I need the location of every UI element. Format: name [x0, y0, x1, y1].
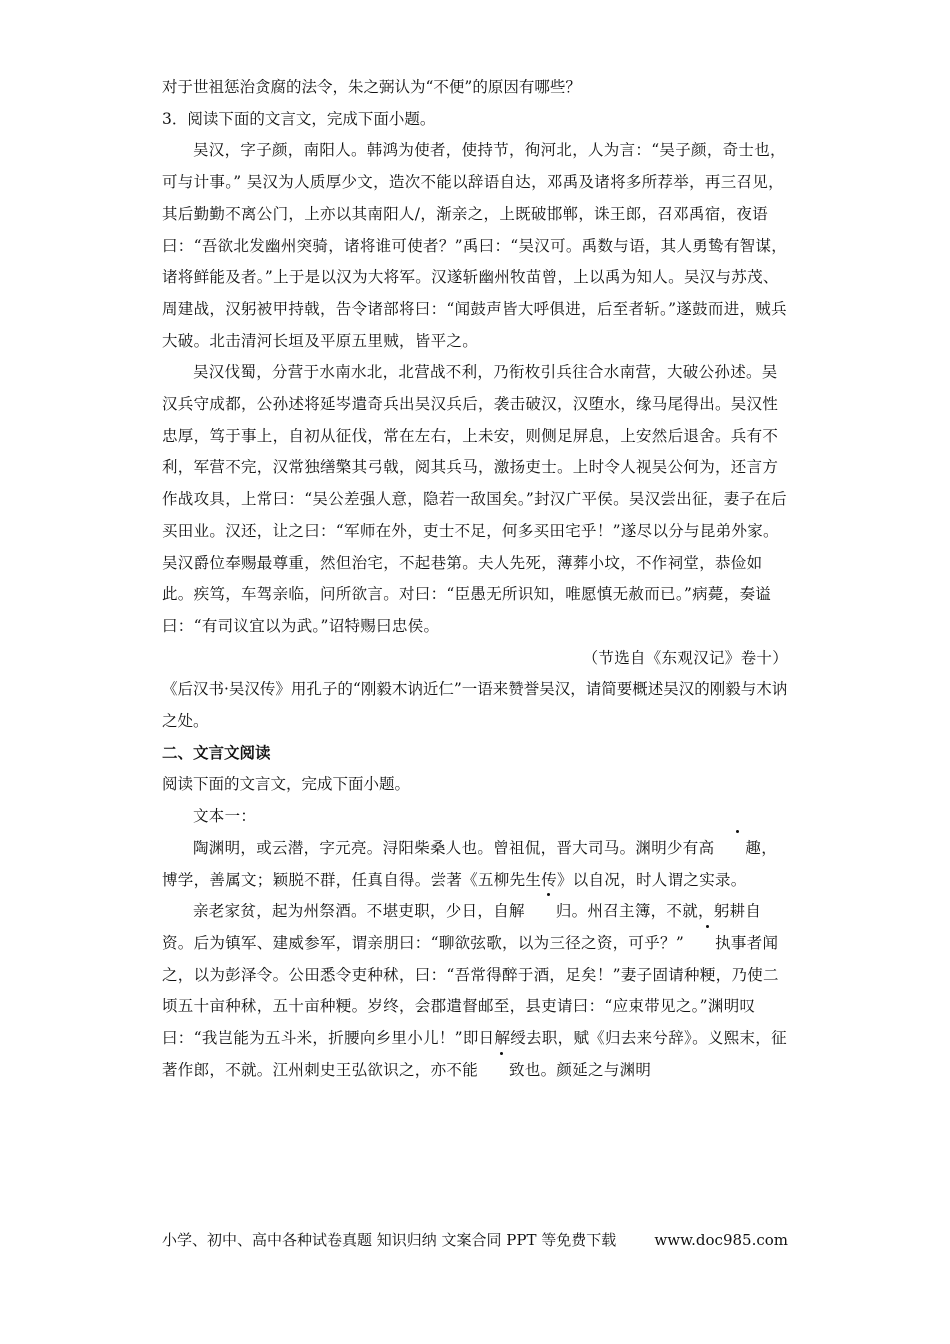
s2-passage-paragraph-2 — [162, 896, 788, 1086]
s2-p1-text-a: 陶渊明，或云潜，字元亮。浔阳柴桑人也。曾祖侃，晋大司马。渊明少有高 — [193, 838, 715, 857]
dotted-char-qu: 趣 — [714, 833, 761, 865]
section-2-heading: 二、文言文阅读 — [162, 743, 271, 762]
s2-p2-text-d: 也。颜延之与渊明 — [524, 1060, 652, 1079]
question-2-tail: 对于世祖惩治贪腐的法令，朱之弼认为“不便”的原因有哪些？ — [162, 78, 581, 96]
q3-passage-paragraph-1: 吴汉，字子颜，南阳人。韩鸿为使者，使持节，徇河北，人为言：“吴子颜，奇士也，可与计事。” 吴汉为人质厚少文，造次不能以辞语自达，邓禹及诸将多所荐举，再三召见，其后勤勤不离公门，上亦以其南阳人/，渐亲之，上既破邯郸，诛王郎，召邓禹宿，夜语曰：“吾欲北发幽州突骑，诸将谁可使者？”禹曰：“吴汉可。禹数与语，其人勇鸷有智谋，诸将鲜能及者。”上于是以汉为大将军。汉遂斩幽州牧苗曾，上以禹为知人。吴汉与苏茂、周建战，汉躬被甲持戟，告令诸部将曰：“闻鼓声皆大呼俱进，后至者斩。”遂鼓而进，贼兵大破。北击清河长垣及平原五里贼，皆平之。 — [162, 141, 788, 350]
dotted-char-gui: 归 — [525, 896, 572, 928]
footer-ad-text: 小学、初中、高中各种试卷真题 知识归纳 文案合同 PPT 等免费下载 — [162, 1231, 617, 1249]
document-body — [162, 72, 788, 1087]
q3-question: 《后汉书·吴汉传》用孔子的“刚毅木讷近仁”一语来赞誉吴汉，请简要概述吴汉的刚毅与木讷之处。 — [162, 680, 788, 731]
dotted-char-zhi2: 致 — [478, 1055, 525, 1087]
section-2-stem: 阅读下面的文言文，完成下面小题。 — [162, 775, 411, 794]
text-1-label: 文本一： — [193, 807, 257, 826]
page-footer — [162, 1228, 792, 1252]
q3-passage-paragraph-2: 吴汉伐蜀，分营于水南水北，北营战不利，乃衔枚引兵往合水南营，大破公孙述。吴汉兵守成都，公孙述将延岑遣奇兵出吴汉兵后，袭击破汉，汉堕水，缘马尾得出。吴汉性忠厚，笃于事上，自初从征伐，常在左右，上未安，则侧足屏息，上安然后退舍。兵有不利，军营不完，汉常独缮檠其弓戟，阅其兵马，激扬吏士。上时令人视吴公何为，还言方作战攻具，上常曰：“吴公差强人意，隐若一敌国矣。”封汉广平侯。吴汉尝出征，妻子在后买田业。汉还，让之曰：“军师在外，吏士不足，何多买田宅乎！”遂尽以分与昆弟外家。吴汉爵位奉赐最尊重，然但治宅，不起巷第。夫人先死，薄葬小坟，不作祠堂，恭俭如此。疾笃，车驾亲临，问所欲言。对曰：“臣愚无所识知，唯愿慎无赦而已。”病薨，奏谥曰：“有司议宜以为武。”诏特赐曰忠侯。 — [162, 363, 787, 635]
q3-source-note: （节选自《东观汉记》卷十） — [582, 648, 788, 667]
question-3-stem: 3．阅读下面的文言文，完成下面小题。 — [162, 109, 436, 128]
s2-passage-paragraph-1 — [162, 833, 788, 896]
s2-p2-text-c: 事者闻之，以为彭泽令。公田悉令吏种秫，曰：“吾常得醉于酒，足矣！”妻子固请种粳，乃使二顷五十亩种秫，五十亩种粳。岁终，会郡遣督邮至，县吏请曰：“应束带见之。”渊明叹曰：“我岂能为五斗米，折腰向乡里小儿！”即日解绶去职，赋《归去来兮辞》。义熙末，征著作郎，不就。江州刺史王弘欲识之，亦不能 — [162, 933, 787, 1079]
s2-p1-text-b: ，博学，善属文；颖脱不群，任真自得。尝著《五柳先生传》以自况，时人谓之实录。 — [162, 838, 778, 889]
s2-p2-text-a: 亲老家贫，起为州祭酒。不堪吏职，少日，自解 — [193, 902, 525, 921]
footer-site-url: www.doc985.com — [654, 1231, 788, 1249]
dotted-char-zhi: 执 — [684, 928, 731, 960]
s2-p2-text-b: 。州召主簿，不就，躬耕自资。后为镇军、建威参军，谓亲朋曰：“聊欲弦歌，以为三径之资，可乎？” — [162, 902, 762, 952]
